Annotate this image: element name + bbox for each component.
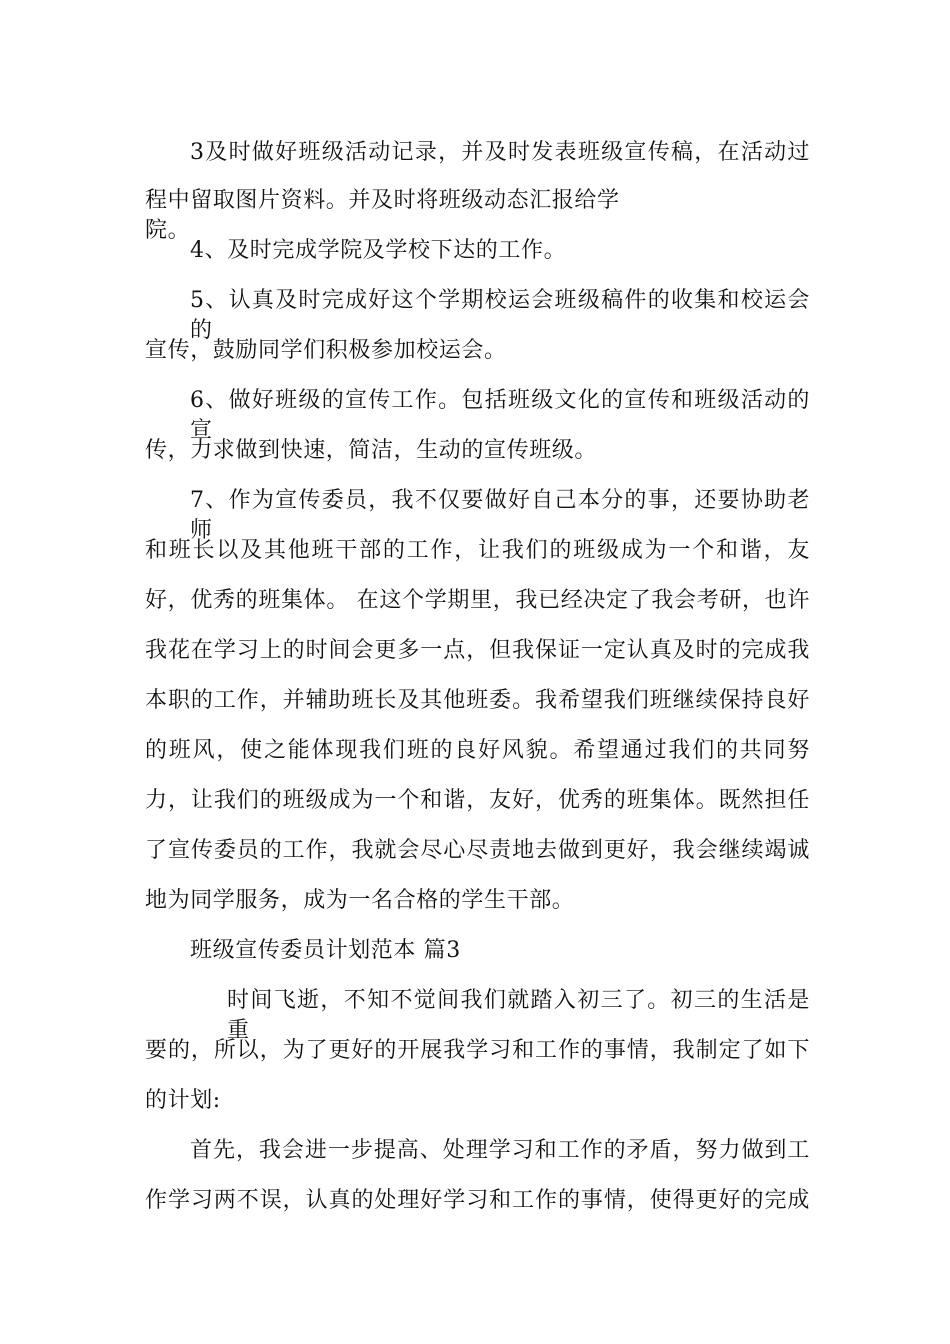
text-line: 力，让我们的班级成为一个和谐，友好，优秀的班集体。既然担任 bbox=[145, 788, 810, 813]
text-line: 传，力求做到快速，简洁，生动的宣传班级。 bbox=[145, 438, 598, 463]
text-line: 作学习两不误，认真的处理好学习和工作的事情，使得更好的完成 bbox=[145, 1188, 810, 1213]
text-line: 宣传，鼓励同学们积极参加校运会。 bbox=[145, 338, 507, 363]
text-line: 的计划: bbox=[145, 1088, 221, 1113]
text-line: 和班长以及其他班干部的工作，让我们的班级成为一个和谐，友 bbox=[145, 538, 810, 563]
text-line: 的班风，使之能体现我们班的良好风貌。希望通过我们的共同努 bbox=[145, 738, 810, 763]
text-line: 地为同学服务，成为一名合格的学生干部。 bbox=[145, 888, 575, 913]
text-line: 程中留取图片资料。并及时将班级动态汇报给学院。 bbox=[145, 188, 620, 243]
text-line: 7、作为宣传委员，我不仅要做好自己本分的事，还要协助老师 bbox=[190, 488, 810, 543]
text-line: 6、做好班级的宣传工作。包括班级文化的宣传和班级活动的宣 bbox=[190, 388, 810, 443]
text-line: 时间飞逝，不知不觉间我们就踏入初三了。初三的生活是重 bbox=[227, 988, 810, 1043]
text-line: 了宣传委员的工作，我就会尽心尽责地去做到更好，我会继续竭诚 bbox=[145, 838, 810, 863]
text-line: 要的，所以，为了更好的开展我学习和工作的事情，我制定了如下 bbox=[145, 1038, 810, 1063]
text-line: 首先，我会进一步提高、处理学习和工作的矛盾，努力做到工 bbox=[190, 1138, 810, 1163]
section-heading: 班级宣传委员计划范本 篇3 bbox=[190, 938, 461, 963]
text-line: 本职的工作，并辅助班长及其他班委。我希望我们班继续保持良好 bbox=[145, 688, 810, 713]
text-line: 3及时做好班级活动记录，并及时发表班级宣传稿，在活动过 bbox=[190, 140, 810, 165]
text-line: 我花在学习上的时间会更多一点，但我保证一定认真及时的完成我 bbox=[145, 638, 810, 663]
text-line: 好，优秀的班集体。 在这个学期里，我已经决定了我会考研，也许 bbox=[145, 588, 810, 613]
text-line: 5、认真及时完成好这个学期校运会班级稿件的收集和校运会的 bbox=[190, 288, 810, 343]
text-line: 4、及时完成学院及学校下达的工作。 bbox=[190, 238, 567, 263]
